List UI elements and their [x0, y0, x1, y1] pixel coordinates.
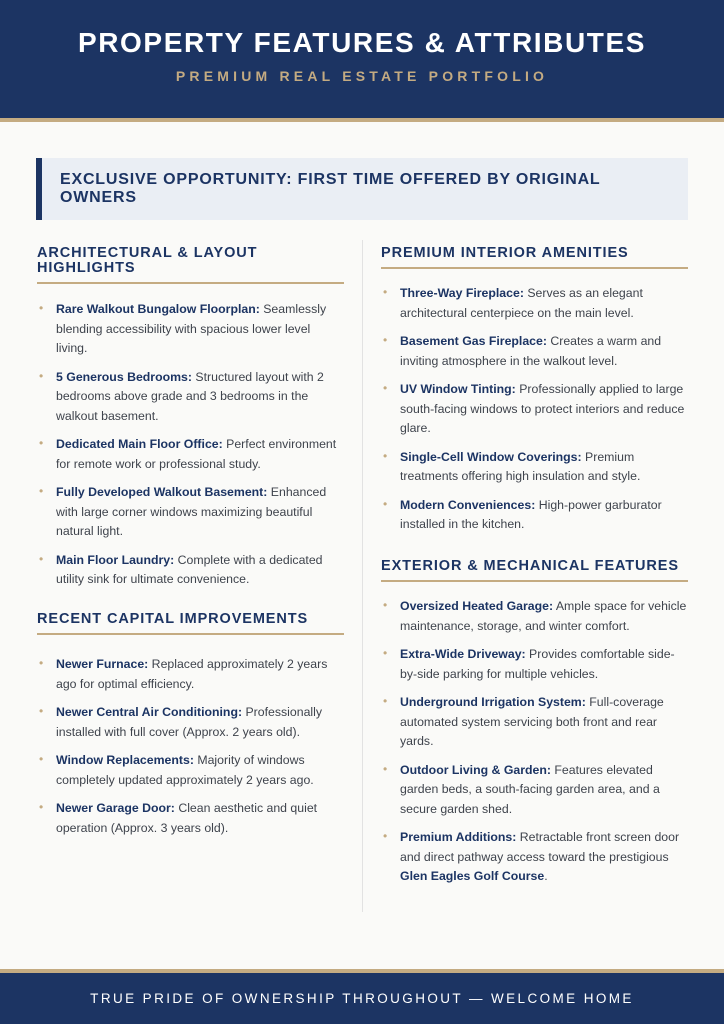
bullet-icon: •: [383, 598, 388, 612]
feature-text: Ample space for vehicle maintenance, storage, and winter comfort.: [400, 599, 687, 633]
feature-item: [37, 799, 344, 838]
bullet-icon: •: [39, 301, 44, 315]
feature-list: [37, 655, 344, 838]
feature-emphasis: Glen Eagles Golf Course: [400, 869, 545, 883]
feature-lead: Window Replacements:: [56, 753, 194, 767]
feature-lead: Rare Walkout Bungalow Floorplan:: [56, 302, 260, 316]
section-title: EXTERIOR & MECHANICAL FEATURES: [381, 559, 688, 582]
feature-lead: Oversized Heated Garage:: [400, 599, 554, 613]
feature-text: Full-coverage automated system servicing both front and rear yards.: [400, 695, 664, 748]
feature-item: [37, 703, 344, 742]
feature-lead: Newer Central Air Conditioning:: [56, 705, 243, 719]
page-title: PROPERTY FEATURES & ATTRIBUTES: [77, 27, 647, 58]
bullet-icon: •: [39, 704, 44, 718]
bullet-icon: •: [39, 800, 44, 814]
bullet-icon: •: [39, 551, 44, 566]
feature-item: [381, 332, 688, 371]
footer-text: TRUE PRIDE OF OWNERSHIP THROUGHOUT — WELCOME HOME: [90, 991, 634, 1006]
feature-list: [37, 300, 344, 590]
feature-lead: 5 Generous Bedrooms:: [56, 369, 192, 384]
feature-item: [381, 693, 688, 752]
bullet-icon: •: [383, 285, 388, 299]
bullet-icon: •: [383, 381, 388, 395]
section-exterior-mechanical: [381, 559, 688, 896]
feature-item: [37, 483, 344, 542]
feature-item: [381, 645, 688, 684]
feature-item: [381, 380, 688, 439]
feature-item: [37, 368, 344, 427]
section-title: ARCHITECTURAL & LAYOUT HIGHLIGHTS: [37, 246, 344, 284]
feature-lead: Basement Gas Fireplace:: [400, 334, 547, 348]
feature-text: High-power garburator installed in the kitchen.: [400, 497, 662, 531]
feature-lead: Single-Cell Window Coverings:: [400, 449, 582, 464]
feature-text: Clean aesthetic and quiet operation (Approx. 3 years old).: [56, 801, 318, 835]
feature-item: [381, 448, 688, 487]
feature-text: Structured layout with 2 bedrooms above grade and 3 bedrooms in the walkout basement.: [56, 369, 324, 423]
feature-text: Serves as an elegant architectural centerpiece on the main level.: [400, 286, 643, 320]
feature-text: Retractable front screen door and direct pathway access toward the prestigious: [400, 830, 680, 864]
bullet-icon: •: [383, 761, 388, 776]
feature-text: Creates a warm and inviting atmosphere in the walkout level.: [400, 334, 662, 368]
feature-text: Majority of windows completely updated approximately 2 years ago.: [56, 753, 314, 787]
feature-lead: Outdoor Living & Garden:: [400, 762, 551, 777]
exclusive-banner: [36, 158, 688, 220]
feature-item: [381, 597, 688, 636]
section-title: PREMIUM INTERIOR AMENITIES: [381, 246, 688, 269]
feature-item: [37, 435, 344, 474]
bullet-icon: •: [383, 496, 388, 511]
feature-item: [381, 761, 688, 820]
feature-item: [37, 655, 344, 694]
feature-list: [381, 284, 688, 535]
feature-lead: Newer Furnace:: [56, 657, 149, 671]
bullet-icon: •: [383, 646, 388, 660]
feature-text: Replaced approximately 2 years ago for optimal efficiency.: [56, 657, 328, 691]
feature-text: Premium treatments offering high insulation and style.: [400, 449, 641, 483]
feature-item: [381, 284, 688, 323]
bullet-icon: •: [39, 752, 44, 766]
feature-item: [37, 751, 344, 790]
bullet-icon: •: [383, 829, 388, 843]
section-interior-amenities: [381, 246, 688, 544]
feature-lead: Main Floor Laundry:: [56, 552, 175, 567]
feature-lead: Fully Developed Walkout Basement:: [56, 485, 268, 499]
feature-item: [37, 551, 344, 590]
bullet-icon: •: [383, 448, 388, 463]
bullet-icon: •: [383, 333, 388, 347]
header-accent-line: [0, 118, 724, 122]
feature-lead: Underground Irrigation System:: [400, 695, 586, 709]
feature-lead: Modern Conveniences:: [400, 497, 536, 512]
feature-lead: Premium Additions:: [400, 830, 517, 844]
feature-text: Complete with a dedicated utility sink for ultimate convenience.: [56, 552, 323, 586]
bullet-icon: •: [39, 484, 44, 498]
page-subtitle: PREMIUM REAL ESTATE PORTFOLIO: [175, 68, 549, 84]
feature-text: Professionally applied to large south-facing windows to protect interiors and reduce glare.: [400, 382, 685, 435]
column-divider: [362, 240, 363, 912]
feature-text: Enhanced with large corner windows maximizing beautiful natural light.: [56, 485, 327, 538]
section-capital-improvements: [37, 612, 344, 847]
feature-list: [381, 597, 688, 887]
feature-lead: UV Window Tinting:: [400, 382, 516, 396]
feature-lead: Extra-Wide Driveway:: [400, 647, 526, 661]
feature-lead: Dedicated Main Floor Office:: [56, 437, 223, 451]
section-title: RECENT CAPITAL IMPROVEMENTS: [37, 612, 344, 635]
feature-item: [37, 300, 344, 359]
feature-lead: Newer Garage Door:: [56, 801, 175, 815]
feature-item: [381, 828, 688, 887]
feature-text: Features elevated garden beds, a south-facing garden area, and a secure garden shed.: [400, 762, 660, 816]
feature-item: [381, 496, 688, 535]
section-architectural: [37, 246, 344, 599]
feature-text: Perfect environment for remote work or professional study.: [56, 437, 337, 471]
bullet-icon: •: [39, 368, 44, 383]
feature-tail: .: [544, 869, 548, 883]
banner-text: EXCLUSIVE OPPORTUNITY: FIRST TIME OFFERED BY ORIGINAL OWNERS: [60, 171, 601, 206]
page-footer: [0, 973, 724, 1024]
feature-lead: Three-Way Fireplace:: [400, 286, 524, 300]
feature-text: Provides comfortable side-by-side parking for multiple vehicles.: [400, 647, 675, 681]
bullet-icon: •: [383, 694, 388, 708]
feature-text: Professionally installed with full cover (Approx. 2 years old).: [56, 705, 323, 739]
bullet-icon: •: [39, 436, 44, 450]
page-header: [0, 0, 724, 118]
feature-text: Seamlessly blending accessibility with spacious lower level living.: [56, 302, 327, 355]
bullet-icon: •: [39, 656, 44, 670]
